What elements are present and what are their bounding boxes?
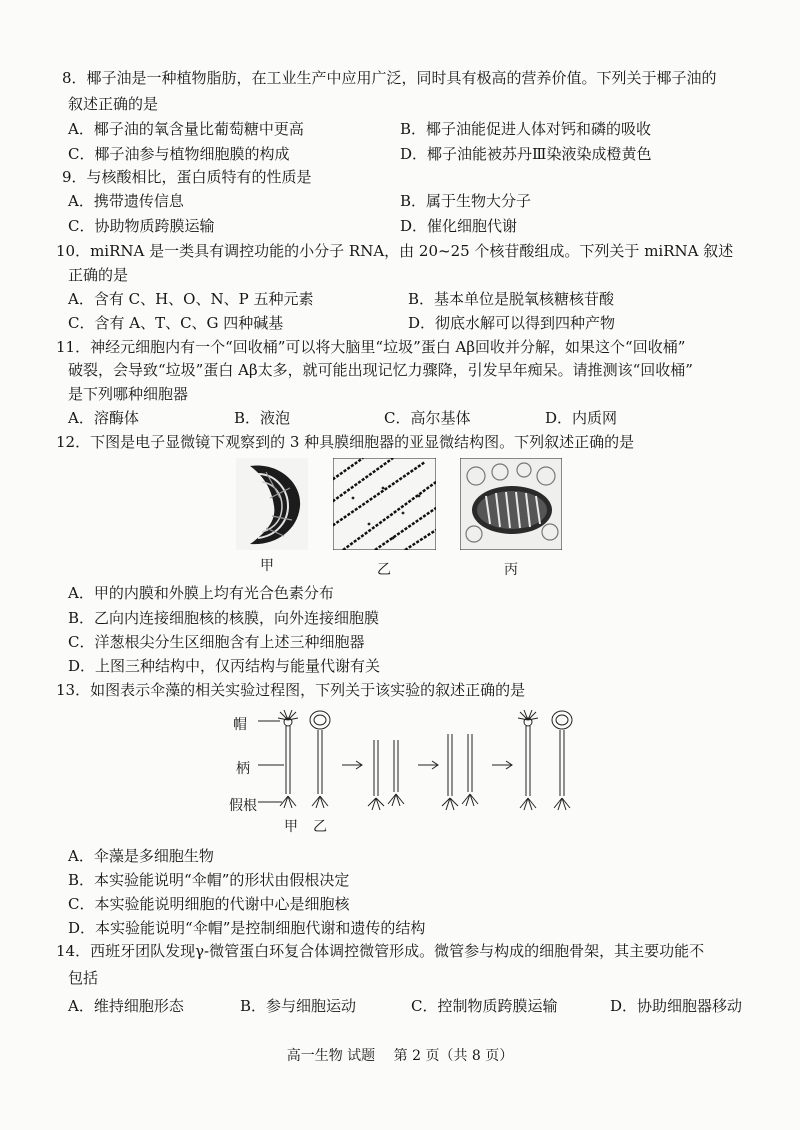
- q13-option-a: A．伞藻是多细胞生物: [68, 847, 214, 865]
- q13-option-d: D．本实验能说明“伞帽”是控制细胞代谢和遗传的结构: [68, 919, 426, 937]
- q14-stem-line2: 包括: [68, 969, 99, 987]
- q14-option-d: D．协助细胞器移动: [610, 997, 743, 1015]
- q11-option-b: B．液泡: [234, 409, 291, 427]
- q9-option-a: A．携带遗传信息: [68, 192, 184, 210]
- q14-option-a: A．维持细胞形态: [68, 997, 184, 1015]
- q11-stem-line1: 11．神经元细胞内有一个“回收桶”可以将大脑里“垃圾”蛋白 Aβ回收并分解，如果这个“回收桶”: [56, 338, 686, 356]
- q10-option-c: C．含有 A、T、C、G 四种碱基: [68, 314, 284, 332]
- q8-option-b: B．椰子油能促进人体对钙和磷的吸收: [400, 120, 652, 138]
- q11-option-a: A．溶酶体: [68, 409, 139, 427]
- q10-option-b: B．基本单位是脱氧核糖核苷酸: [408, 290, 615, 308]
- q9-option-c: C．协助物质跨膜运输: [68, 217, 215, 235]
- q9-option-b: B．属于生物大分子: [400, 192, 532, 210]
- q12-stem: 12．下图是电子显微镜下观察到的 3 种具膜细胞器的亚显微结构图。下列叙述正确的是: [56, 433, 635, 451]
- endoplasmic-reticulum-micrograph: [333, 458, 436, 550]
- q10-stem-line2: 正确的是: [68, 266, 129, 284]
- q11-stem-line2: 破裂，会导致“垃圾”蛋白 Aβ太多，就可能出现记忆力骤降，引发早年痴呆。请推测该“回收桶”: [68, 361, 693, 379]
- q8-stem-line1: 8．椰子油是一种植物脂肪，在工业生产中应用广泛，同时具有极高的营养价值。下列关于椰子油的: [62, 69, 717, 87]
- q12-option-c: C．洋葱根尖分生区细胞含有上述三种细胞器: [68, 633, 365, 651]
- q13-option-c: C．本实验能说明细胞的代谢中心是细胞核: [68, 895, 350, 913]
- label-species-jia: 甲: [284, 819, 298, 835]
- q10-stem-line1: 10．miRNA 是一类具有调控功能的小分子 RNA，由 20~25 个核苷酸组成。下列关于 miRNA 叙述: [56, 242, 734, 260]
- q9-option-d: D．催化细胞代谢: [400, 217, 518, 235]
- q11-stem-line3: 是下列哪种细胞器: [68, 385, 189, 403]
- q14-option-c: C．控制物质跨膜运输: [411, 997, 558, 1015]
- q13-stem: 13．如图表示伞藻的相关实验过程图，下列关于该实验的叙述正确的是: [56, 681, 526, 699]
- chloroplast-micrograph: [236, 458, 308, 550]
- q9-stem: 9．与核酸相比，蛋白质特有的性质是: [62, 168, 312, 186]
- page-footer: 高一生物 试题 第 2 页（共 8 页）: [286, 1048, 514, 1064]
- q11-option-d: D．内质网: [545, 409, 618, 427]
- fig-label-bing: 丙: [504, 562, 518, 578]
- q14-stem-line1: 14．西班牙团队发现γ-微管蛋白环复合体调控微管形成。微管参与构成的细胞骨架，其主要功能不: [56, 942, 705, 960]
- q10-option-d: D．彻底水解可以得到四种产物: [408, 314, 616, 332]
- q14-option-b: B．参与细胞运动: [240, 997, 357, 1015]
- q13-option-b: B．本实验能说明“伞帽”的形状由假根决定: [68, 871, 350, 889]
- label-stalk: 柄: [236, 761, 250, 777]
- fig-label-yi: 乙: [377, 562, 391, 578]
- q8-option-d: D．椰子油能被苏丹Ⅲ染液染成橙黄色: [400, 145, 652, 163]
- acetabularia-experiment-diagram: [258, 708, 588, 818]
- label-species-yi: 乙: [313, 819, 327, 835]
- q8-stem-line2: 叙述正确的是: [68, 95, 159, 113]
- q12-option-a: A．甲的内膜和外膜上均有光合色素分布: [68, 584, 334, 602]
- q8-option-c: C．椰子油参与植物细胞膜的构成: [68, 145, 290, 163]
- q8-option-a: A．椰子油的氧含量比葡萄糖中更高: [68, 120, 304, 138]
- label-cap: 帽: [233, 717, 247, 733]
- fig-label-jia: 甲: [260, 558, 274, 574]
- mitochondrion-micrograph: [460, 458, 562, 550]
- label-rhizoid: 假根: [229, 798, 257, 814]
- q12-option-b: B．乙向内连接细胞核的核膜，向外连接细胞膜: [68, 609, 380, 627]
- q11-option-c: C．高尔基体: [384, 409, 471, 427]
- q12-option-d: D．上图三种结构中，仅丙结构与能量代谢有关: [68, 657, 381, 675]
- q10-option-a: A．含有 C、H、O、N、P 五种元素: [68, 290, 314, 308]
